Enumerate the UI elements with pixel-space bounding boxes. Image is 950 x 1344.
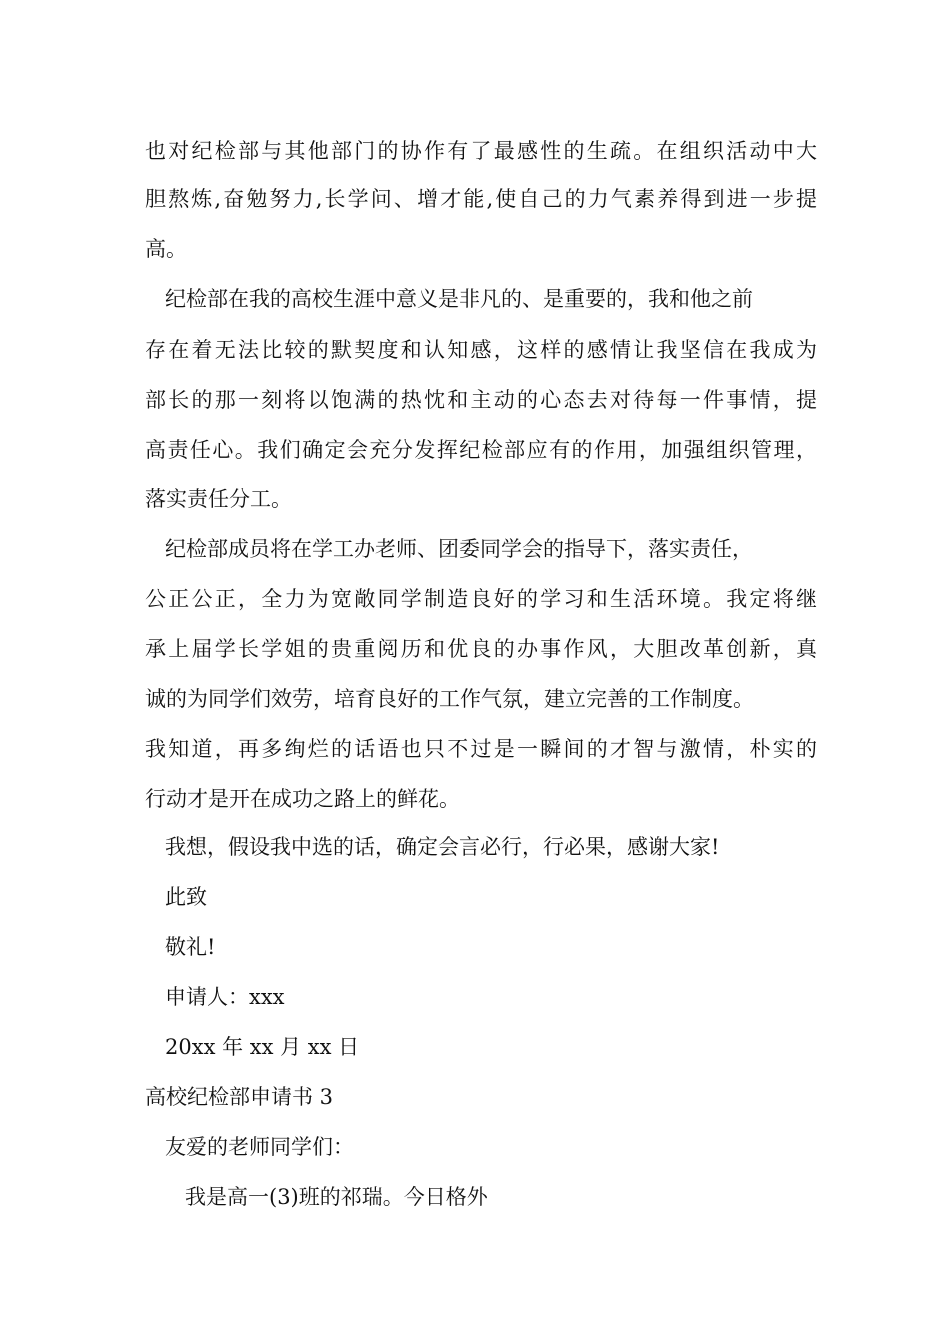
paragraph-line: 我想，假设我中选的话，确定会言必行，行必果，感谢大家! <box>165 835 720 859</box>
paragraph-line: 公正公正，全力为宽敞同学制造良好的学习和生活环境。我定将继 <box>145 587 817 611</box>
paragraph-line: 我知道，再多绚烂的话语也只不过是一瞬间的才智与激情，朴实的 <box>145 737 817 761</box>
paragraph-line: 行动才是开在成功之路上的鲜花。 <box>145 787 460 811</box>
closing-line: 此致 <box>165 885 207 909</box>
section-title: 高校纪检部申请书 3 <box>145 1085 334 1109</box>
paragraph-line: 落实责任分工。 <box>145 487 292 511</box>
paragraph-line: 承上届学长学姐的贵重阅历和优良的办事作风，大胆改革创新，真 <box>145 637 817 661</box>
paragraph-line: 存在着无法比较的默契度和认知感，这样的感情让我坚信在我成为 <box>145 338 817 362</box>
paragraph-line: 高责任心。我们确定会充分发挥纪检部应有的作用，加强组织管理， <box>145 438 817 462</box>
paragraph-line: 也对纪检部与其他部门的协作有了最感性的生疏。在组织活动中大 <box>145 139 817 163</box>
paragraph-line: 纪检部成员将在学工办老师、团委同学会的指导下，落实责任， <box>165 537 753 561</box>
paragraph-line: 纪检部在我的高校生涯中意义是非凡的、是重要的，我和他之前 <box>165 287 753 311</box>
salutation-line: 友爱的老师同学们： <box>165 1135 354 1159</box>
signature-line: 申请人：xxx <box>165 985 285 1009</box>
closing-line: 敬礼! <box>165 935 216 959</box>
paragraph-line: 我是高一(3)班的祁瑞。今日格外 <box>185 1185 488 1209</box>
paragraph-line: 高。 <box>145 237 187 261</box>
paragraph-line: 诚的为同学们效劳，培育良好的工作气氛，建立完善的工作制度。 <box>145 687 754 711</box>
paragraph-line: 胆熬炼,奋勉努力,长学问、增才能,使自己的力气素养得到进一步提 <box>145 187 817 211</box>
paragraph-line: 部长的那一刻将以饱满的热忱和主动的心态去对待每一件事情，提 <box>145 388 817 412</box>
date-line: 20xx 年 xx 月 xx 日 <box>165 1035 360 1059</box>
